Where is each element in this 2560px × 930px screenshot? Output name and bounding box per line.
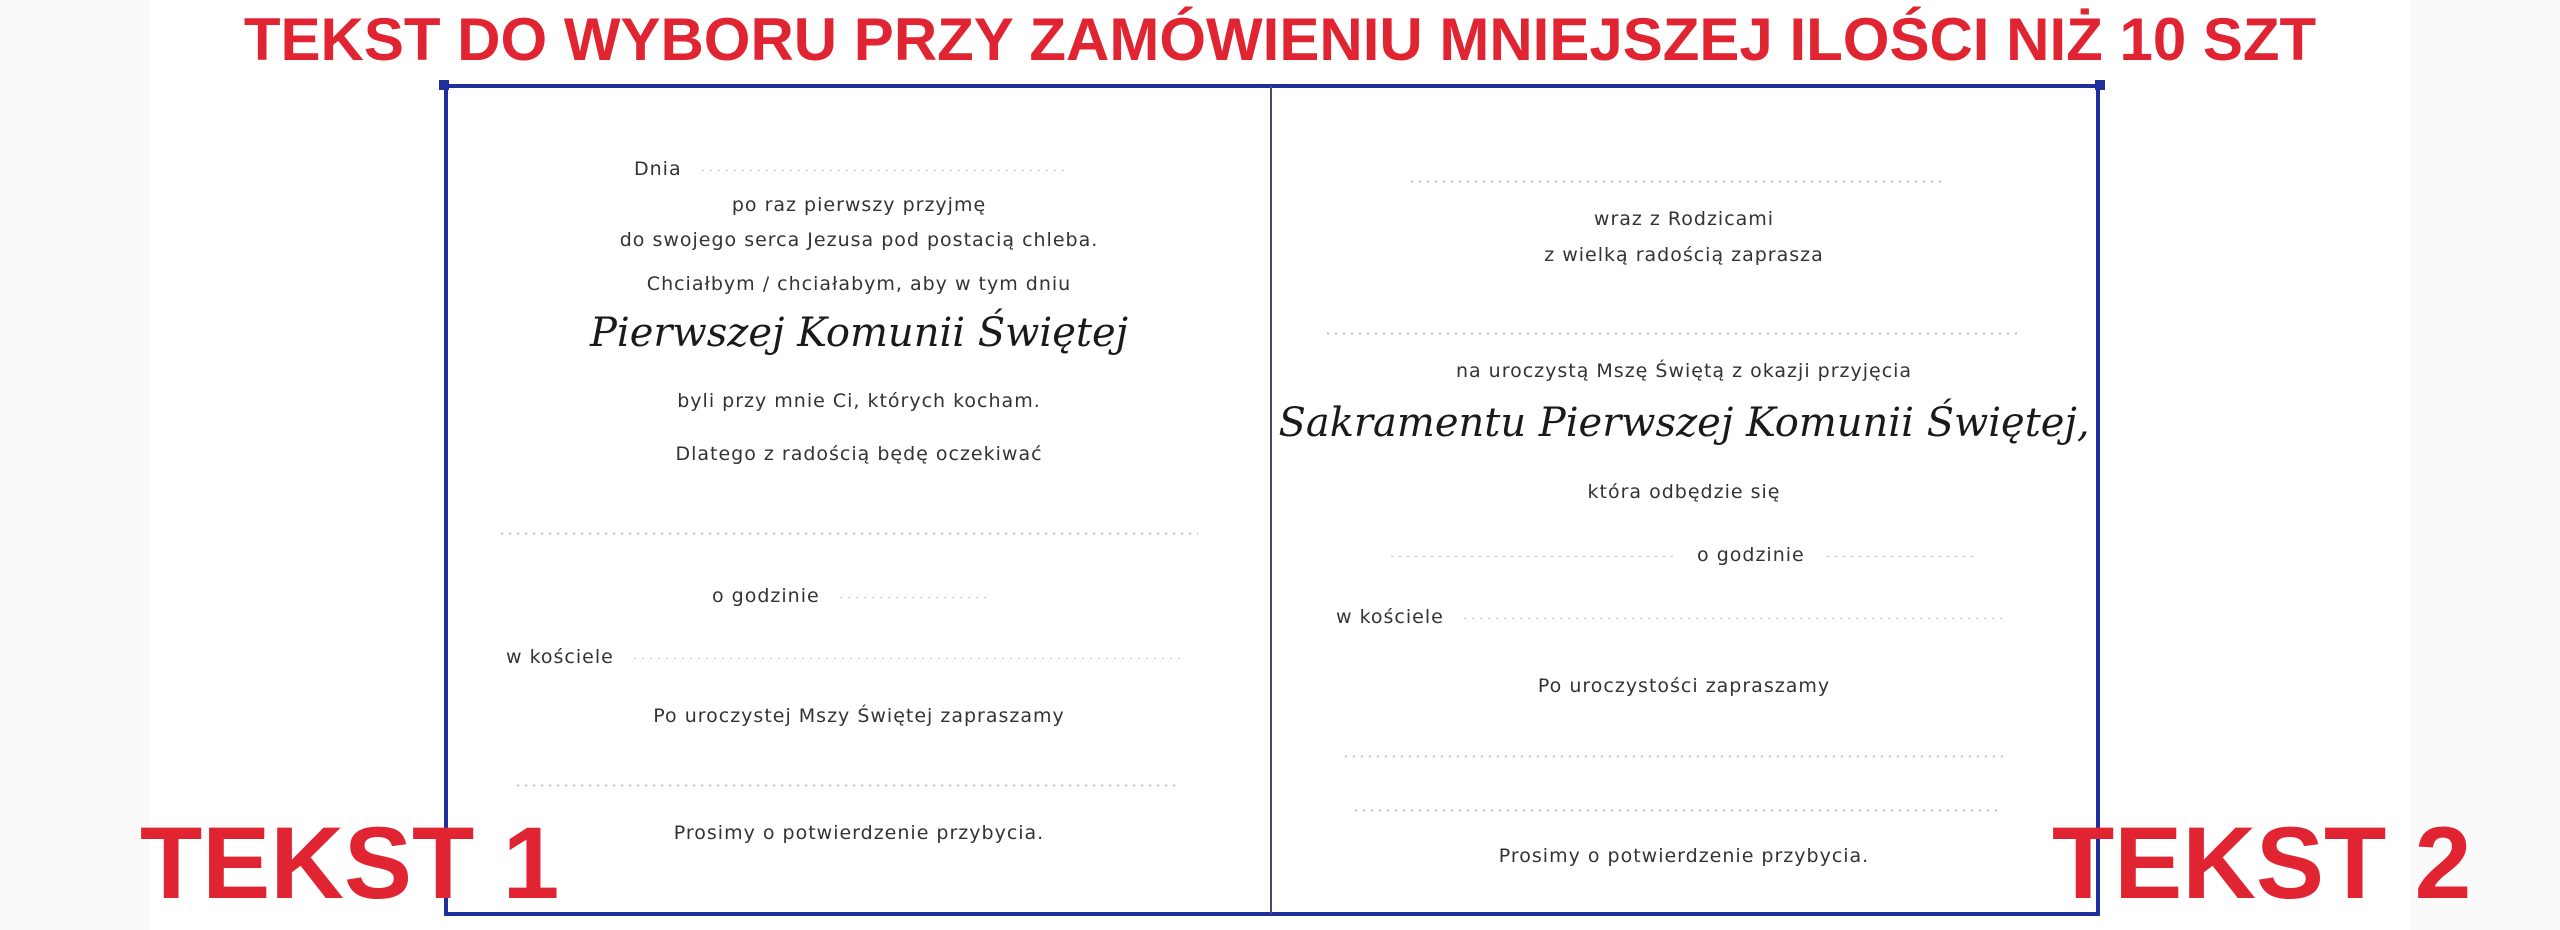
text1-line-5: Dlatego z radością będę oczekiwać: [675, 443, 1043, 465]
text1-line-1: po raz pierwszy przyjmę: [731, 194, 987, 216]
text1-label: TEKST 1: [140, 806, 560, 920]
text2-line-4: która odbędzie się: [1587, 481, 1781, 503]
text2-kosciele-label: w kościele: [1336, 606, 1444, 628]
text1-prosimy: Prosimy o potwierdzenie przybycia.: [673, 822, 1045, 844]
text2-godzinie-row: [1388, 544, 1974, 566]
text2-dotted-line: [1408, 180, 1943, 183]
text2-dotted-line: [1342, 755, 2007, 758]
text2-line-1: wraz z Rodzicami: [1593, 208, 1775, 230]
text1-dnia-label: Dnia: [634, 158, 682, 180]
text2-godzinie-label: o godzinie: [1697, 544, 1805, 566]
text1-kosciele-dots: [631, 657, 1186, 659]
text2-godzinie-dots-before: [1388, 555, 1678, 557]
text2-line-2: z wielką radością zaprasza: [1544, 244, 1824, 266]
text2-script-heading: Sakramentu Pierwszej Komunii Świętej,: [1278, 400, 2090, 446]
right-margin: [2410, 0, 2560, 930]
text1-zapraszamy: Po uroczystej Mszy Świętej zapraszamy: [653, 705, 1065, 727]
text1-line-3: Chciałbym / chciałabym, aby w tym dniu: [646, 273, 1072, 295]
text1-godzinie-dots: [837, 596, 987, 598]
text1-line-2: do swojego serca Jezusa pod postacią chleba.: [619, 229, 1099, 251]
text2-dotted-line: [1324, 332, 2022, 335]
text2-page: [1272, 88, 2096, 910]
text1-dnia-dots: [699, 169, 1064, 171]
text1-dotted-line: [498, 532, 1198, 535]
left-margin: [0, 0, 150, 930]
text2-godzinie-dots-after: [1824, 555, 1974, 557]
text1-page: [448, 88, 1270, 910]
text1-dotted-line: [514, 784, 1176, 787]
text1-kosciele-label: w kościele: [506, 646, 614, 668]
text1-dnia-row: [634, 158, 1064, 180]
page-title: TEKST DO WYBORU PRZY ZAMÓWIENIU MNIEJSZEJ ILOŚCI NIŻ 10 SZT: [243, 6, 2317, 73]
text1-script-heading: Pierwszej Komunii Świętej: [589, 310, 1129, 356]
text2-kosciele-row: [1336, 606, 2006, 628]
frame-corner-marker: [2095, 80, 2105, 90]
text2-zapraszamy: Po uroczystości zapraszamy: [1537, 675, 1831, 697]
text1-godzinie-row: [712, 585, 987, 607]
text2-dotted-line: [1352, 809, 1997, 812]
text1-line-4: byli przy mnie Ci, których kocham.: [677, 390, 1041, 412]
text2-label: TEKST 2: [2052, 806, 2472, 920]
text1-godzinie-label: o godzinie: [712, 585, 820, 607]
text2-line-3: na uroczystą Mszę Świętą z okazji przyjęcia: [1455, 360, 1913, 382]
text1-kosciele-row: [506, 646, 1186, 668]
text2-kosciele-dots: [1461, 617, 2006, 619]
text2-prosimy: Prosimy o potwierdzenie przybycia.: [1498, 845, 1870, 867]
